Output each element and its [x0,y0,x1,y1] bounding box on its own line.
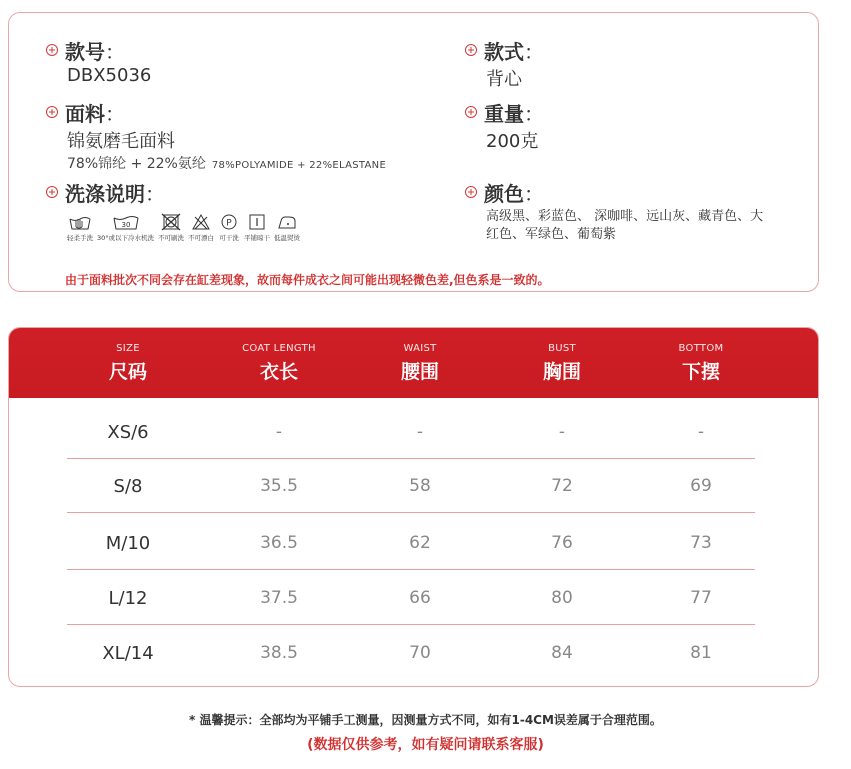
style-no-field: 款号 ： DBX5036 [46,37,151,86]
reference-disclaimer: (数据仅供参考，如有疑问请联系客服) [307,737,544,753]
care-item: 30 30°或以下冷水机洗 [97,213,154,242]
svg-text:P: P [226,218,232,229]
size-table-header [9,328,818,398]
color-list: 高级黑、彩蓝色、 深咖啡、远山灰、藏青色、大红色、军绿色、葡萄紫 [486,209,764,242]
header-coat-length: COAT LENGTH 衣长 [242,343,316,383]
fabric-field: 面料 ： 锦氨磨毛面料 78%锦纶 + 22%氨纶 78%POLYAMIDE + 22%ELASTANE [46,99,386,173]
header-waist: WAIST 腰围 [400,343,439,383]
style-value: 背心 [486,69,522,90]
table-row: M/10 36.5 62 76 73 [67,515,755,570]
weight-label: 重量 [484,101,524,126]
plus-circle-icon [465,44,477,56]
low-iron-icon [276,213,298,231]
plus-circle-icon [46,186,58,198]
measurement-tip: * 温馨提示：全部均为平铺手工测量，因测量方式不同，如有1-4CM误差属于合理范围。 [189,713,662,727]
color-field: 颜色 ： 高级黑、彩蓝色、 深咖啡、远山灰、藏青色、大红色、军绿色、葡萄紫 [465,179,776,244]
style-field: 款式 ： 背心 [465,37,544,91]
care-label: 洗涤说明 [65,181,145,206]
plus-circle-icon [46,106,58,118]
hand-wash-icon [67,213,93,231]
style-no-value: DBX5036 [67,65,152,86]
color-label: 颜色 [484,181,524,206]
care-field: 洗涤说明 ： [46,179,165,205]
size-chart-card [8,327,819,687]
care-icons [67,213,304,242]
color-difference-notice: 由于面料批次不同会存在缸差现象，故而每件成衣之间可能出现轻微色差,但色系是一致的。 [65,273,550,287]
plus-circle-icon [465,106,477,118]
header-size: SIZE 尺码 [108,343,147,383]
plus-circle-icon [46,44,58,56]
care-item: 不可漂白 [188,213,214,242]
care-item: 平铺晾干 [244,213,270,242]
header-bottom: BOTTOM 下摆 [678,343,724,383]
care-item: 轻柔手洗 [67,213,93,242]
table-row: XL/14 38.5 70 84 81 [102,643,712,664]
dry-clean-icon [218,213,240,231]
no-tumble-dry-icon [160,213,182,231]
flat-dry-icon [246,213,268,231]
no-bleach-icon [190,213,212,231]
style-label: 款式 [484,39,524,64]
table-row: XS/6 - - - - [67,404,755,459]
care-item: P 可干洗 [218,213,240,242]
care-item: 不可刷洗 [158,213,184,242]
plus-circle-icon [465,186,477,198]
weight-field: 重量 ： 200克 [465,99,544,153]
product-info-card [8,12,819,292]
fabric-value: 锦氨磨毛面料 [67,131,175,152]
table-row: L/12 37.5 66 80 77 [67,570,755,625]
care-item: 低温熨烫 [274,213,300,242]
table-row: S/8 35.5 58 72 69 [67,458,755,513]
header-bust: BUST 胸围 [542,343,581,383]
style-no-label: 款号 [65,39,105,64]
svg-text:30: 30 [121,221,130,229]
fabric-label: 面料 [65,101,105,126]
machine-wash-30-icon [111,213,141,231]
weight-value: 200克 [486,131,539,152]
fabric-composition: 78%锦纶 + 22%氨纶 78%POLYAMIDE + 22%ELASTANE [67,156,387,172]
